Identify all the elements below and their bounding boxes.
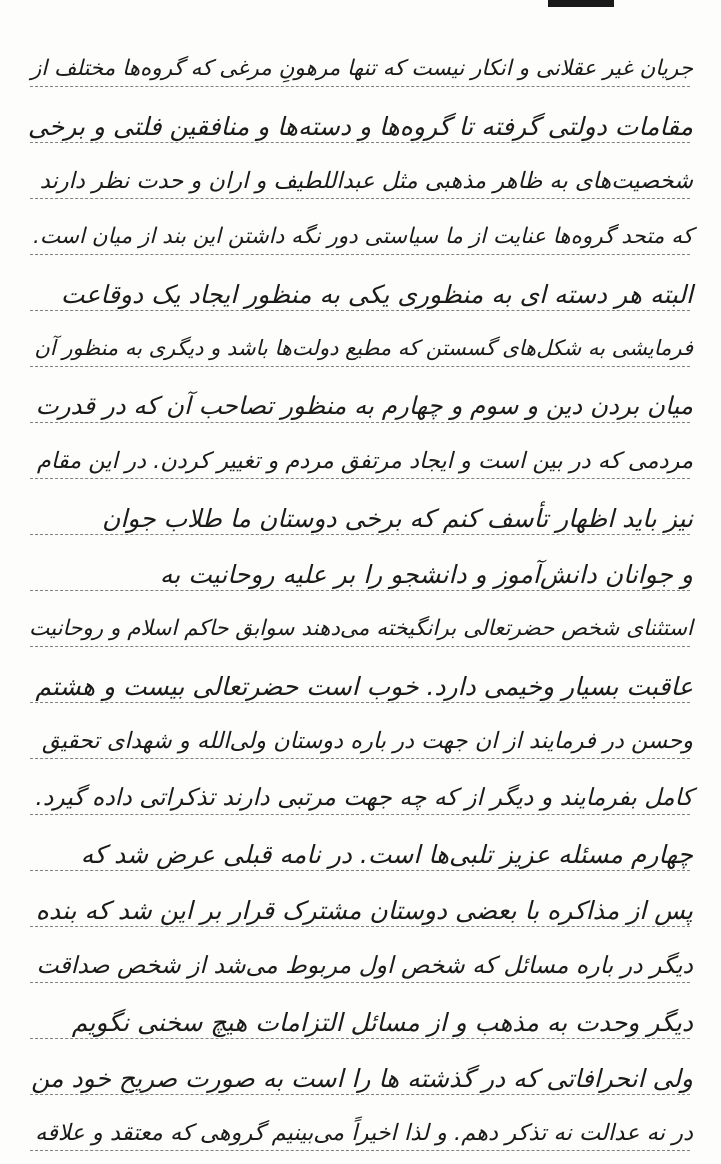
text-line: مردمی که در بین است و ایجاد مرتفق مردم و تغییر کردن. در این مقام [36,448,693,474]
text-line: عاقبت بسیار وخیمی دارد. خوب است حضرتعالی بیست و هشتم [35,672,693,701]
text-line: البته هر دسته ای به منظوری یکی به منظور ایجاد یک دوقاعت [60,280,693,309]
ruled-line [30,1150,690,1151]
text-line: استثنای شخص حضرتعالی برانگیخته می‌دهند سوابق حاکم اسلام و روحانیت [28,616,693,641]
ruled-line [30,814,690,815]
ruled-line [30,982,690,983]
ruled-line [30,86,690,87]
ruled-line [30,870,690,871]
ruled-line [30,1038,690,1039]
text-line: در نه عدالت نه تذکر دهم. و لذا اخیراً می‌بینیم گروهی که معتقد و علاقه [35,1120,693,1146]
ruled-line [30,646,690,647]
text-line: دیگر وحدت به مذهب و از مسائل التزامات هیچ سخنی نگویم [71,1008,693,1037]
scan-corner-mark [548,0,614,7]
ruled-line [30,590,690,591]
ruled-line [30,758,690,759]
text-line: میان بردن دین و سوم و چهارم به منظور تصاحب آن که در قدرت [35,391,693,420]
text-line: ولی انحرافاتی که در گذشته ها را است به صورت صریح خود من [31,1064,693,1093]
ruled-line [30,478,690,479]
ruled-line [30,310,690,311]
text-line: نیز باید اظهار تأسف کنم که برخی دوستان ما طلاب جوان [101,504,693,533]
ruled-line [30,926,690,927]
text-line: کامل بفرمایند و دیگر از که چه جهت مرتبی دارند تذکراتی داده گیرد. [35,783,693,811]
text-line: که متحد گروه‌ها عنایت از ما سیاستی دور نگه داشتن این بند از میان است. [33,224,693,249]
ruled-line [30,422,690,423]
text-line: مقامات دولتی گرفته تا گروه‌ها و دسته‌ها و منافقین فلتی و برخی [27,112,693,141]
text-line: وحسن در فرمایند از ان جهت در باره دوستان ولی‌الله و شهدای تحقیق [41,728,693,754]
ruled-line [30,254,690,255]
text-line: پس از مذاکره با بعضی دوستان مشترک قرار بر این شد که بنده [35,896,693,925]
ruled-line [30,1094,690,1095]
text-line: فرمایشی به شکل‌های گسستن که مطیع دولت‌ها باشد و دیگری به منظور آن [34,336,693,360]
ruled-line [30,198,690,199]
ruled-line [30,534,690,535]
text-line: جریان غیر عقلانی و انکار نیست که تنها مرهونِ مرغی که گروه‌ها مختلف از [30,56,693,81]
ruled-line [30,366,690,367]
ruled-line [30,702,690,703]
text-line: و جوانان دانش‌آموز و دانشجو را بر علیه روحانیت به [159,560,693,589]
text-line: چهارم مسئله عزیز تلبی‌ها است. در نامه قبلی عرض شد که [80,840,693,869]
text-line: دیگر در باره مسائل که شخص اول مربوط می‌شد از شخص صداقت [36,951,693,979]
text-line: شخصیت‌های به ظاهر مذهبی مثل عبداللطیف و اران و حدت نظر دارند [39,168,693,194]
ruled-line [30,142,690,143]
